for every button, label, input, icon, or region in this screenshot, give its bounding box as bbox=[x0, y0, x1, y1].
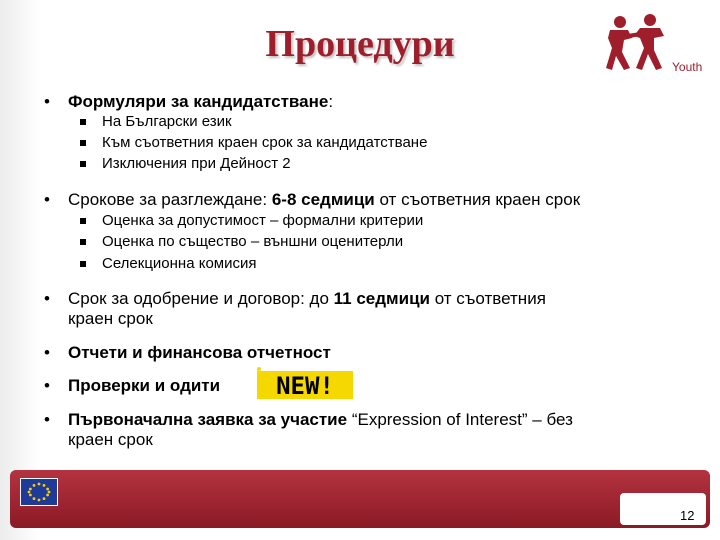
bullet-bold: Първоначална заявка за участие bbox=[68, 410, 348, 429]
bullet-bold: Проверки и одити bbox=[68, 376, 221, 395]
slide-title: Процедури bbox=[265, 23, 455, 65]
sub-bullet-text: Оценка за допустимост – формални критерии bbox=[102, 212, 424, 229]
bullet-bold: Формуляри за кандидатстване bbox=[68, 92, 329, 111]
sub-bullet-text: Изключения при Дейност 2 bbox=[102, 155, 291, 172]
bullet-line2: краен срок bbox=[68, 309, 153, 328]
bullet-pre: Срокове за разглеждане: bbox=[68, 190, 272, 209]
page-number: 12 bbox=[680, 508, 695, 523]
bullet-pre: Срок за одобрение и договор: до bbox=[68, 289, 334, 308]
youth-logo-text: Youth bbox=[672, 60, 703, 74]
bullet-dot: • bbox=[44, 190, 50, 209]
bullet-rest: : bbox=[328, 92, 334, 111]
bullet-rest: от съответния bbox=[429, 289, 546, 308]
bullet-bold: 6-8 седмици bbox=[271, 190, 375, 209]
new-badge-text: NEW! bbox=[276, 372, 334, 400]
bullet-dot: • bbox=[44, 343, 50, 362]
bullet-dot: • bbox=[44, 289, 50, 308]
sub-bullet-text: Оценка по същество – външни оценитерли bbox=[102, 233, 404, 250]
footer-bar bbox=[10, 470, 710, 528]
sub-bullet-text: Селекционна комисия bbox=[102, 255, 257, 272]
sub-bullet-text: Към съответния краен срок за кандидатстване bbox=[102, 134, 428, 151]
eu-flag-icon bbox=[20, 478, 58, 506]
sub-bullet-text: На Български език bbox=[102, 113, 232, 130]
new-badge bbox=[255, 365, 355, 401]
bullet-dot: • bbox=[44, 92, 50, 111]
bullet-bold: 11 седмици bbox=[333, 289, 430, 308]
bullet-dot: • bbox=[44, 376, 50, 395]
bullet-dot: • bbox=[44, 410, 50, 429]
bullet-line2: краен срок bbox=[68, 430, 153, 449]
bullet-rest: от съответния краен срок bbox=[374, 190, 581, 209]
bullet-rest: “Expression of Interest” – без bbox=[347, 410, 573, 429]
bullet-bold: Отчети и финансова отчетност bbox=[68, 343, 331, 362]
